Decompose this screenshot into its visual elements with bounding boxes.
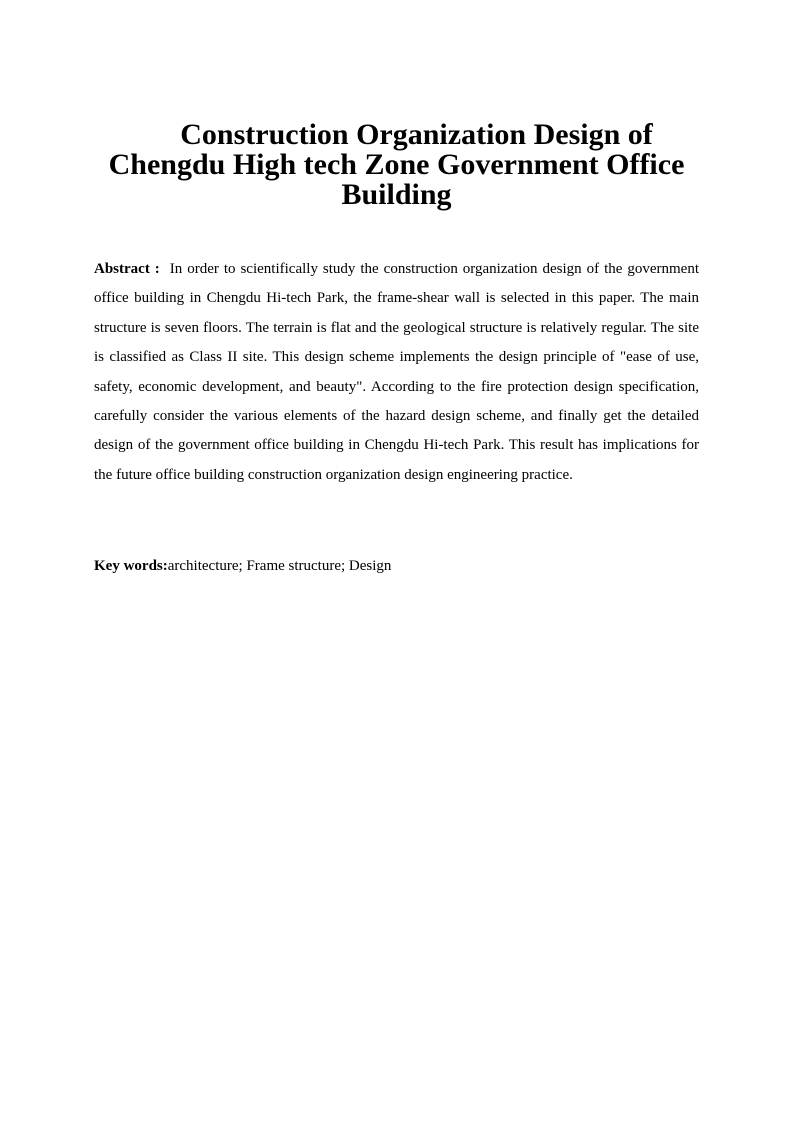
abstract-label: Abstract : (94, 261, 160, 277)
keywords-line (94, 552, 699, 581)
abstract-paragraph (94, 255, 699, 490)
paper-title: Construction Organization Design of Chengdu High tech Zone Government Office Building (108, 118, 685, 211)
keywords-label: Key words: (94, 558, 168, 574)
abstract-text: In order to scientifically study the construction organization design of the government office building in Chengdu Hi-tech Park, the frame-shear wall is selected in this paper. The main structure is seven floors. The terrain is flat and the geological structure is relatively regular. The site is classified as Class II site. This design scheme implements the design principle of "ease of use, safety, economic development, and beauty". According to the fire protection design specification, carefully consider the various elements of the hazard design scheme, and finally get the detailed design of the government office building in Chengdu Hi-tech Park. This result has implications for the future office building construction organization design engineering practice. (94, 261, 700, 483)
keywords-text: architecture; Frame structure; Design (167, 558, 392, 574)
